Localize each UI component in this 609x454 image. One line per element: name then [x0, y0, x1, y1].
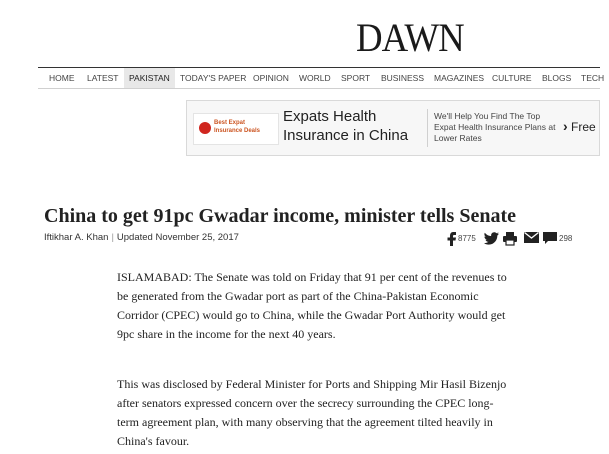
nav-item-opinion[interactable]: OPINION [253, 73, 289, 83]
nav-item-magazines[interactable]: MAGAZINES [434, 73, 485, 83]
site-logo[interactable]: DAWN [356, 15, 464, 60]
facebook-share-count: 8775 [458, 234, 476, 243]
ad-logo-line2: Insurance Deals [214, 128, 261, 134]
byline-separator: | [111, 232, 114, 243]
advertisement-banner[interactable] [186, 100, 600, 156]
facebook-icon[interactable] [447, 232, 456, 246]
print-icon[interactable] [503, 232, 517, 245]
ad-headline[interactable]: Expats Health Insurance in China [283, 108, 409, 144]
article-paragraph-1: ISLAMABAD: The Senate was told on Friday that 91 per cent of the revenues to be generated from the Gwadar port as part of the China-Pakistan Economic Corridor (CPEC) would go to China, while the Gwadar Port Authority would get 9pc share in the income for the next 40 years. [117, 270, 507, 341]
main-nav [38, 67, 605, 89]
nav-item-culture[interactable]: CULTURE [492, 73, 532, 83]
ad-subtext: We'll Help You Find The Top Expat Health Insurance Plans at Lower Rates [434, 111, 556, 143]
nav-item-world[interactable]: WORLD [299, 73, 331, 83]
nav-item-latest[interactable]: LATEST [87, 73, 119, 83]
nav-item-sport[interactable]: SPORT [341, 73, 371, 83]
nav-item-pakistan[interactable]: PAKISTAN [124, 68, 175, 88]
top-strip [0, 0, 600, 6]
byline [44, 232, 239, 243]
comments-count: 298 [559, 234, 573, 243]
ad-cta-label: Free [571, 120, 596, 134]
nav-item-business[interactable]: BUSINESS [381, 73, 424, 83]
twitter-icon[interactable] [484, 232, 499, 245]
author-link[interactable]: Iftikhar A. Khan [44, 232, 109, 243]
article-headline: China to get 91pc Gwadar income, minister tells Senate [44, 205, 517, 228]
nav-item-blogs[interactable]: BLOGS [542, 73, 572, 83]
email-icon[interactable] [524, 232, 539, 243]
ad-divider [427, 109, 428, 147]
nav-item-todays-paper[interactable]: TODAY'S PAPER [180, 73, 247, 83]
article-paragraph-2: This was disclosed by Federal Minister for Ports and Shipping Mir Hasil Bizenjo after senators expressed concern over the secrecy surrounding the CPEC long-term agreement plan, with many observing that the agreement tilted heavily in China's favour. [117, 377, 507, 448]
updated-date: Updated November 25, 2017 [116, 232, 239, 243]
comments-icon[interactable] [543, 232, 557, 245]
ad-logo-line1: Best Expat [214, 120, 246, 126]
ad-logo-icon [199, 122, 211, 134]
nav-item-tech[interactable]: TECH [581, 73, 605, 83]
chevron-right-icon: › [563, 118, 568, 134]
ad-cta[interactable] [563, 118, 596, 134]
ad-logo [193, 113, 279, 145]
nav-item-home[interactable]: HOME [49, 73, 75, 83]
